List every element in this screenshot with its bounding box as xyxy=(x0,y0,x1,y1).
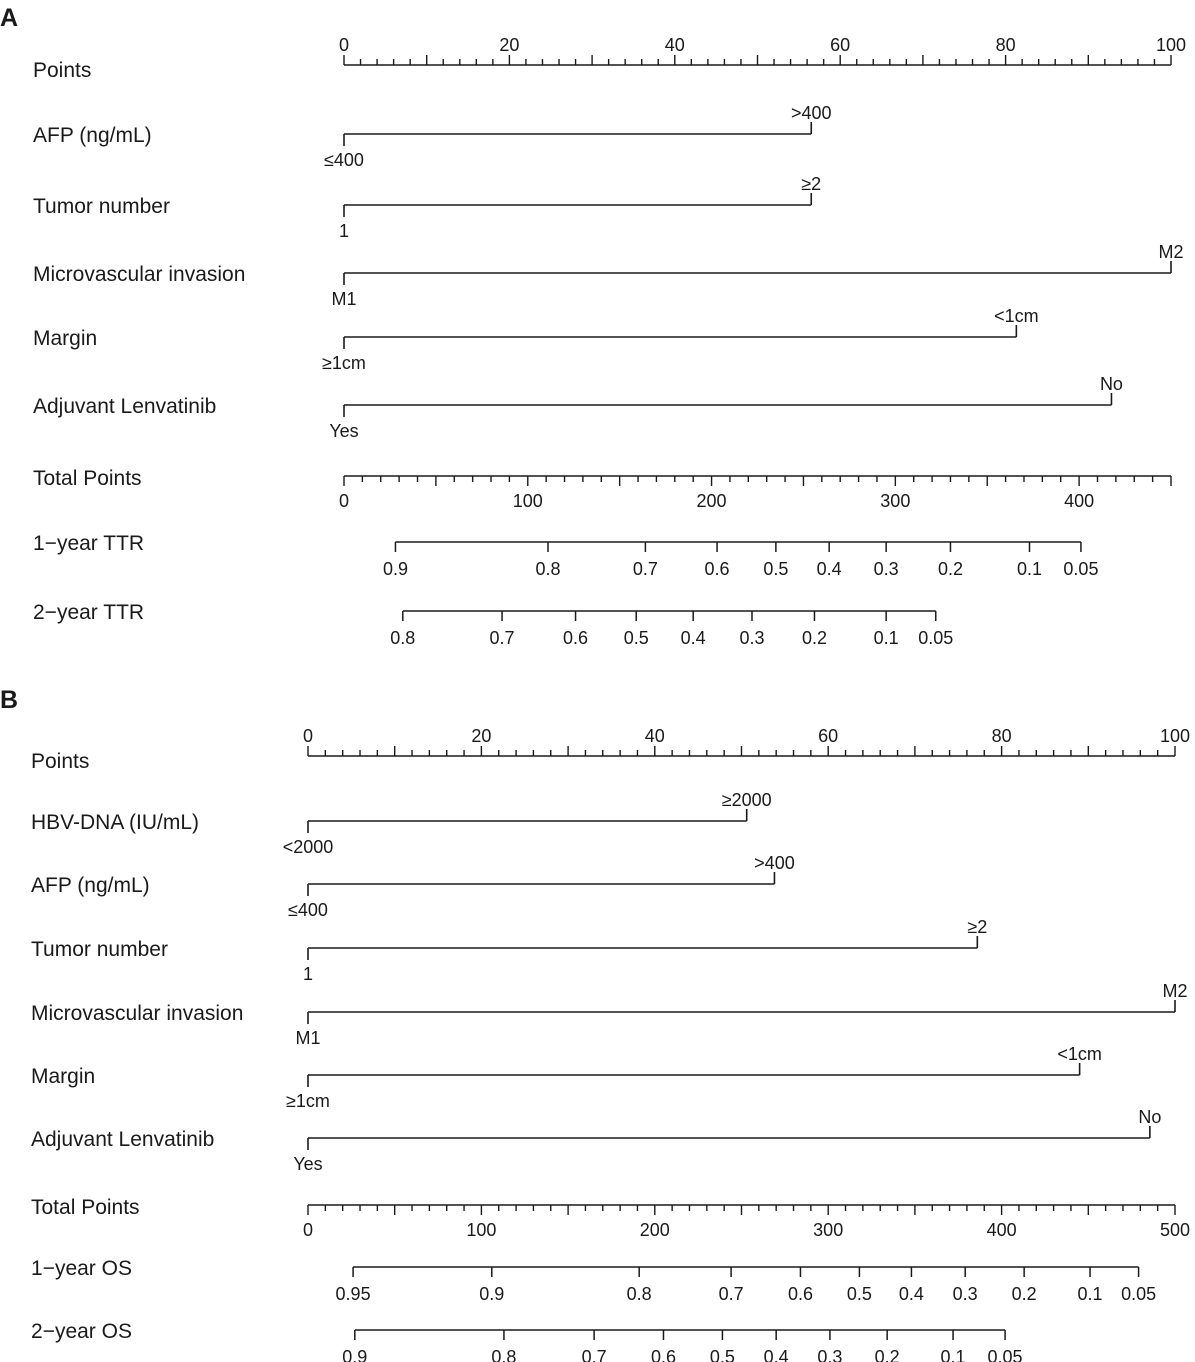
variable-level-label: Yes xyxy=(293,1154,323,1174)
variable-level-label: Yes xyxy=(329,421,359,441)
row-label: Total Points xyxy=(31,1196,140,1219)
outcome-axis-tick-label: 0.1 xyxy=(1016,559,1043,579)
outcome-axis-tick-label: 0.1 xyxy=(873,628,899,648)
variable-level-label: ≤400 xyxy=(324,150,364,170)
variable-level-label: ≥1cm xyxy=(286,1091,330,1111)
row-label: HBV-DNA (IU/mL) xyxy=(31,811,200,834)
variable-level-label: ≥2 xyxy=(967,917,988,937)
row-label: 1−year OS xyxy=(31,1257,132,1280)
points-axis-tick-label: 60 xyxy=(818,726,839,746)
outcome-axis-tick-label: 0.2 xyxy=(937,559,963,579)
row-label: Microvascular invasion xyxy=(33,263,246,286)
row-label: AFP (ng/mL) xyxy=(31,874,150,897)
outcome-axis-tick-label: 0.9 xyxy=(479,1284,505,1304)
outcome-axis-tick-label: 0.8 xyxy=(390,628,416,648)
variable-level-label: >400 xyxy=(790,103,832,123)
outcome-axis-tick-label: 0.2 xyxy=(874,1347,900,1362)
variable-level-label: ≥1cm xyxy=(322,353,366,373)
points-axis-tick-label: 0 xyxy=(338,35,350,55)
row-label: Margin xyxy=(33,327,98,350)
total-points-axis-tick-label: 400 xyxy=(986,1220,1017,1240)
total-points-axis-tick-label: 300 xyxy=(880,491,911,511)
row-label: AFP (ng/mL) xyxy=(33,124,152,147)
panel-b xyxy=(0,686,1190,1362)
outcome-axis-tick-label: 0.05 xyxy=(987,1347,1023,1362)
total-points-axis-tick-label: 200 xyxy=(696,491,727,511)
outcome-axis-tick-label: 0.3 xyxy=(952,1284,978,1304)
total-points-axis-tick-label: 300 xyxy=(813,1220,844,1240)
variable-level-label: ≤400 xyxy=(288,900,328,920)
points-axis-tick-label: 60 xyxy=(830,35,851,55)
row-label: 2−year TTR xyxy=(33,601,145,624)
variable-level-label: No xyxy=(1099,374,1123,394)
points-axis-tick-label: 40 xyxy=(664,35,685,55)
total-points-axis-tick-label: 100 xyxy=(512,491,543,511)
points-axis-tick-label: 20 xyxy=(471,726,492,746)
outcome-axis-tick-label: 0.4 xyxy=(898,1284,924,1304)
variable-level-label: No xyxy=(1138,1107,1162,1127)
row-label: 1−year TTR xyxy=(33,532,145,555)
outcome-axis-tick-label: 0.1 xyxy=(940,1347,966,1362)
row-label: Tumor number xyxy=(31,938,168,961)
variable-level-label: M2 xyxy=(1158,242,1184,262)
outcome-axis-tick-label: 0.5 xyxy=(763,559,789,579)
outcome-axis-tick-label: 0.6 xyxy=(650,1347,676,1362)
variable-level-label: M2 xyxy=(1162,981,1188,1001)
variable-level-label: <1cm xyxy=(994,306,1039,326)
panel-a xyxy=(0,4,1186,648)
outcome-axis-tick-label: 0.6 xyxy=(704,559,730,579)
outcome-axis-tick-label: 0.5 xyxy=(846,1284,872,1304)
row-label: Total Points xyxy=(33,467,142,490)
outcome-axis-tick-label: 0.95 xyxy=(335,1284,371,1304)
outcome-axis-tick-label: 0.9 xyxy=(382,559,408,579)
points-axis-tick-label: 80 xyxy=(995,35,1016,55)
total-points-axis-tick-label: 0 xyxy=(338,491,350,511)
total-points-axis-tick-label: 400 xyxy=(1064,491,1095,511)
row-label: Microvascular invasion xyxy=(31,1002,244,1025)
outcome-axis-tick-label: 0.7 xyxy=(581,1347,607,1362)
outcome-axis-tick-label: 0.05 xyxy=(918,628,954,648)
row-label: Adjuvant Lenvatinib xyxy=(31,1128,215,1151)
row-label: Margin xyxy=(31,1065,96,1088)
row-label: Adjuvant Lenvatinib xyxy=(33,395,217,418)
panel-letter: A xyxy=(0,4,19,32)
outcome-axis-tick-label: 0.4 xyxy=(680,628,706,648)
outcome-axis-tick-label: 0.8 xyxy=(626,1284,652,1304)
variable-level-label: ≥2000 xyxy=(721,790,772,810)
variable-level-label: >400 xyxy=(754,853,795,873)
outcome-axis-tick-label: 0.7 xyxy=(718,1284,744,1304)
outcome-axis-tick-label: 0.4 xyxy=(763,1347,789,1362)
row-label: Points xyxy=(31,750,90,773)
outcome-axis-tick-label: 0.7 xyxy=(489,628,515,648)
variable-level-label: M1 xyxy=(331,289,357,309)
points-axis-tick-label: 100 xyxy=(1159,726,1191,746)
outcome-axis-tick-label: 0.9 xyxy=(342,1347,368,1362)
variable-level-label: <1cm xyxy=(1057,1044,1102,1064)
outcome-axis-tick-label: 0.5 xyxy=(623,628,649,648)
variable-level-label: 1 xyxy=(302,964,314,984)
outcome-axis-tick-label: 0.05 xyxy=(1063,559,1099,579)
points-axis-tick-label: 80 xyxy=(991,726,1012,746)
outcome-axis-tick-label: 0.8 xyxy=(491,1347,517,1362)
total-points-axis-tick-label: 100 xyxy=(466,1220,497,1240)
points-axis-tick-label: 40 xyxy=(644,726,665,746)
variable-level-label: M1 xyxy=(295,1028,321,1048)
outcome-axis-tick-label: 0.4 xyxy=(816,559,842,579)
variable-level-label: 1 xyxy=(338,221,350,241)
outcome-axis-tick-label: 0.7 xyxy=(632,559,658,579)
row-label: 2−year OS xyxy=(31,1320,132,1343)
total-points-axis-tick-label: 0 xyxy=(302,1220,314,1240)
outcome-axis-tick-label: 0.5 xyxy=(709,1347,735,1362)
variable-level-label: <2000 xyxy=(282,837,334,857)
outcome-axis-tick-label: 0.3 xyxy=(739,628,765,648)
points-axis-tick-label: 0 xyxy=(302,726,314,746)
outcome-axis-tick-label: 0.05 xyxy=(1121,1284,1157,1304)
outcome-axis-tick-label: 0.1 xyxy=(1077,1284,1103,1304)
total-points-axis-tick-label: 500 xyxy=(1159,1220,1191,1240)
outcome-axis-tick-label: 0.8 xyxy=(535,559,561,579)
points-axis-tick-label: 100 xyxy=(1155,35,1187,55)
outcome-axis-tick-label: 0.3 xyxy=(873,559,899,579)
total-points-axis-tick-label: 200 xyxy=(639,1220,670,1240)
outcome-axis-tick-label: 0.6 xyxy=(787,1284,813,1304)
outcome-axis-tick-label: 0.2 xyxy=(1011,1284,1037,1304)
outcome-axis-tick-label: 0.2 xyxy=(801,628,827,648)
variable-level-label: ≥2 xyxy=(801,174,822,194)
panel-letter: B xyxy=(0,686,19,714)
row-label: Points xyxy=(33,59,92,82)
outcome-axis-tick-label: 0.3 xyxy=(817,1347,843,1362)
points-axis-tick-label: 20 xyxy=(499,35,520,55)
row-label: Tumor number xyxy=(33,195,170,218)
outcome-axis-tick-label: 0.6 xyxy=(563,628,589,648)
